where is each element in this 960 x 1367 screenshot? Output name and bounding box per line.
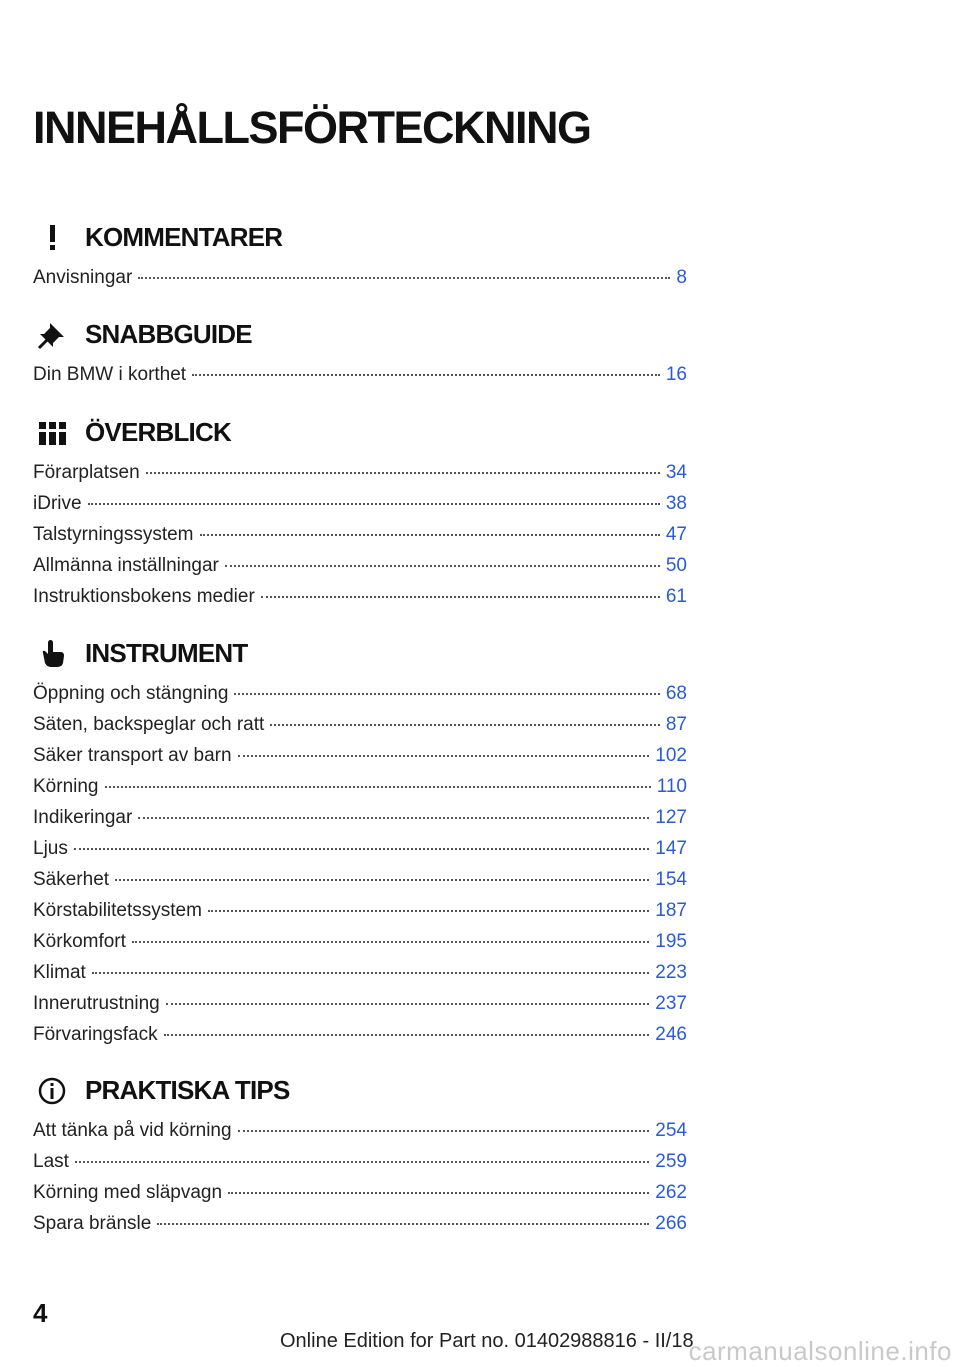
toc-entry[interactable] — [33, 802, 687, 833]
toc-entry-label: Öppning och stängning — [33, 683, 229, 704]
toc-page-link[interactable]: 38 — [665, 493, 687, 514]
toc-entry[interactable] — [33, 988, 687, 1019]
toc-entry-label: Körning med släpvagn — [33, 1182, 223, 1203]
toc-page-link[interactable]: 195 — [655, 931, 687, 952]
dot-leader — [208, 909, 649, 912]
section-header — [33, 417, 687, 447]
toc-entry-label: Körkomfort — [33, 931, 126, 952]
section-header — [33, 319, 687, 349]
toc-entry[interactable] — [33, 740, 687, 771]
pointing-hand-icon — [37, 639, 67, 669]
toc-entry[interactable] — [33, 519, 687, 550]
toc-entry-label: Säten, backspeglar och ratt — [33, 714, 265, 735]
toc-entry[interactable] — [33, 771, 687, 802]
footer-edition: Online Edition for Part no. 01402988816 - II/18 — [280, 1330, 694, 1352]
pushpin-icon — [37, 320, 67, 350]
toc-page-link[interactable]: 47 — [665, 524, 687, 545]
section-title: PRAKTISKA TIPS — [85, 1075, 290, 1105]
dot-leader — [74, 847, 649, 850]
toc-entry-label: Din BMW i korthet — [33, 364, 187, 385]
dot-leader — [228, 1191, 649, 1194]
toc-page-link[interactable]: 246 — [655, 1024, 687, 1045]
toc-entry[interactable] — [33, 957, 687, 988]
watermark: carmanualsonline.info — [688, 1336, 952, 1366]
dot-leader — [138, 276, 670, 279]
toc-page-link[interactable]: 187 — [655, 900, 687, 921]
section-header — [33, 222, 687, 252]
toc-entry-label: Säker transport av barn — [33, 745, 232, 766]
toc-page-link[interactable]: 254 — [655, 1120, 687, 1141]
dot-leader — [132, 940, 649, 943]
toc-entry-label: Att tänka på vid körning — [33, 1120, 232, 1141]
page-title: INNEHÅLLSFÖRTECKNING — [33, 102, 591, 153]
toc-entry-label: Talstyrningssystem — [33, 524, 194, 545]
dot-leader — [115, 878, 649, 881]
exclamation-icon — [37, 223, 67, 253]
toc-entry-label: Säkerhet — [33, 869, 110, 890]
toc-page-link[interactable]: 87 — [665, 714, 687, 735]
info-circle-icon — [37, 1076, 67, 1106]
toc-page-link[interactable]: 147 — [655, 838, 687, 859]
section-title: SNABBGUIDE — [85, 319, 252, 349]
toc-entry-label: Instruktionsbokens medier — [33, 586, 255, 607]
toc-entry[interactable] — [33, 709, 687, 740]
toc-entry[interactable] — [33, 926, 687, 957]
toc-page-link[interactable]: 262 — [655, 1182, 687, 1203]
toc-entry-label: Körstabilitetssystem — [33, 900, 202, 921]
toc-entry[interactable] — [33, 1177, 687, 1208]
toc-page-link[interactable]: 8 — [676, 267, 687, 288]
dot-leader — [105, 785, 651, 788]
dot-leader — [138, 816, 649, 819]
toc-entry-label: Innerutrustning — [33, 993, 160, 1014]
section-snabbguide — [33, 319, 687, 390]
toc-entry-label: Ljus — [33, 838, 68, 859]
dot-leader — [200, 533, 660, 536]
section-header — [33, 638, 687, 668]
dot-leader — [146, 471, 660, 474]
toc-entry[interactable] — [33, 262, 687, 293]
toc-entry[interactable] — [33, 1115, 687, 1146]
page-number: 4 — [33, 1298, 48, 1328]
toc-page-link[interactable]: 259 — [655, 1151, 687, 1172]
dot-leader — [88, 502, 660, 505]
toc-page-link[interactable]: 34 — [665, 462, 687, 483]
toc-entry-label: Allmänna inställningar — [33, 555, 219, 576]
dot-leader — [75, 1160, 649, 1163]
toc-entry[interactable] — [33, 678, 687, 709]
dot-leader — [157, 1222, 649, 1225]
dot-leader — [238, 1129, 650, 1132]
toc-entry[interactable] — [33, 1208, 687, 1239]
toc-entry[interactable] — [33, 550, 687, 581]
toc-page-link[interactable]: 237 — [655, 993, 687, 1014]
toc-page-link[interactable]: 266 — [655, 1213, 687, 1234]
dot-leader — [192, 373, 660, 376]
toc-entry-label: Klimat — [33, 962, 86, 983]
section-title: ÖVERBLICK — [85, 417, 231, 447]
dot-leader — [92, 971, 650, 974]
dot-leader — [166, 1002, 650, 1005]
toc-entry[interactable] — [33, 457, 687, 488]
toc-entry-label: Körning — [33, 776, 99, 797]
toc-entry-label: Spara bränsle — [33, 1213, 152, 1234]
toc-entry[interactable] — [33, 581, 687, 612]
toc-page-link[interactable]: 50 — [665, 555, 687, 576]
section-title: KOMMENTARER — [85, 222, 283, 252]
toc-page-link[interactable]: 110 — [656, 776, 687, 797]
dot-leader — [225, 564, 660, 567]
grid-icon — [37, 418, 67, 448]
toc-page-link[interactable]: 154 — [655, 869, 687, 890]
toc-entry-label: Anvisningar — [33, 267, 133, 288]
toc-entry-label: Förarplatsen — [33, 462, 140, 483]
dot-leader — [261, 595, 660, 598]
section-title: INSTRUMENT — [85, 638, 248, 668]
toc-entry[interactable] — [33, 488, 687, 519]
toc-page-link[interactable]: 61 — [665, 586, 687, 607]
toc-page-link[interactable]: 68 — [665, 683, 687, 704]
toc-entry[interactable] — [33, 359, 687, 390]
dot-leader — [270, 723, 660, 726]
toc-entry[interactable] — [33, 833, 687, 864]
toc-entry-label: iDrive — [33, 493, 82, 514]
toc-page-link[interactable]: 127 — [655, 807, 687, 828]
toc-page-link[interactable]: 102 — [655, 745, 687, 766]
toc-entry[interactable] — [33, 1019, 687, 1050]
toc-entry-label: Indikeringar — [33, 807, 133, 828]
toc-entry-label: Förvaringsfack — [33, 1024, 158, 1045]
toc-page-link[interactable]: 223 — [655, 962, 687, 983]
section-instrument — [33, 638, 687, 1050]
toc-page-link[interactable]: 16 — [665, 364, 687, 385]
toc-entry[interactable] — [33, 1146, 687, 1177]
toc-entry-label: Last — [33, 1151, 69, 1172]
toc-entry[interactable] — [33, 864, 687, 895]
dot-leader — [164, 1033, 650, 1036]
section-overblick — [33, 417, 687, 612]
toc-entry[interactable] — [33, 895, 687, 926]
section-kommentarer — [33, 222, 687, 293]
section-header — [33, 1075, 687, 1105]
section-praktiska-tips — [33, 1075, 687, 1239]
dot-leader — [234, 692, 659, 695]
dot-leader — [238, 754, 650, 757]
